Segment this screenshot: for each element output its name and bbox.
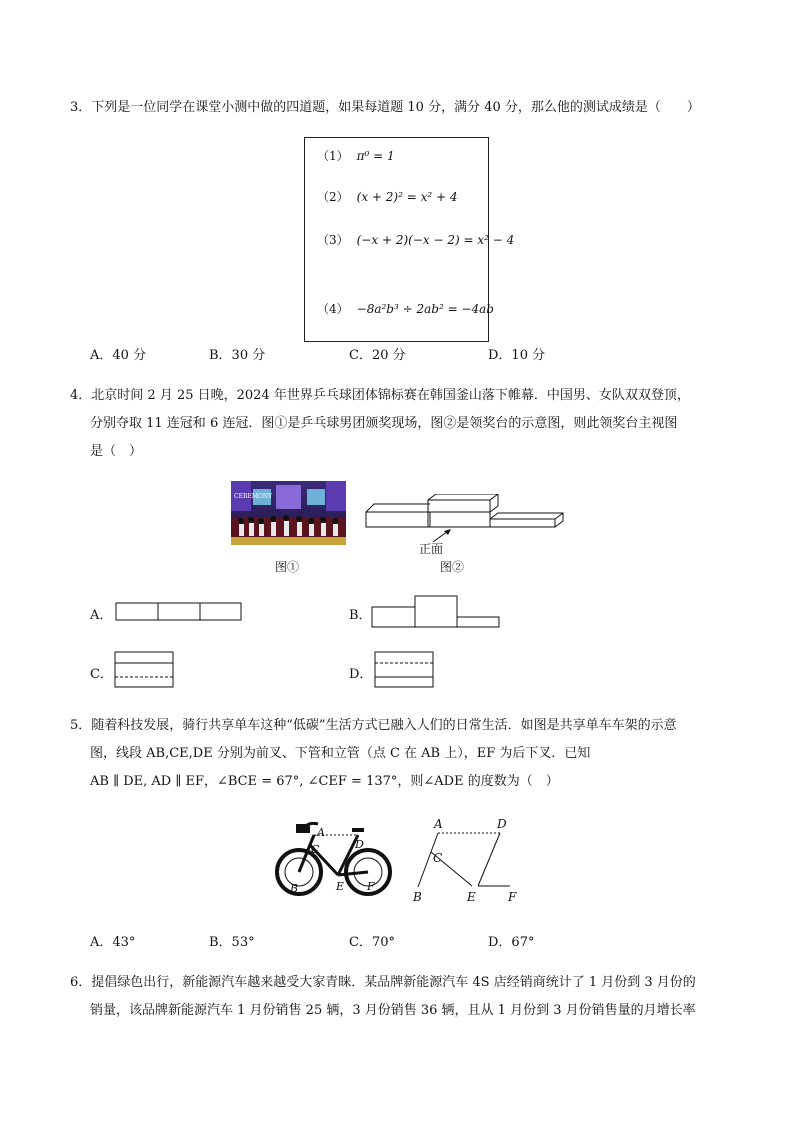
q6-stem-line1: 6．提倡绿色出行，新能源汽车越来越受大家青睐．某品牌新能源汽车 4S 店经销商统计了 1 月份到 3 月份的 — [70, 975, 696, 990]
q3-option-d: D．10 分 — [488, 348, 546, 363]
q5-option-b: B．53° — [209, 935, 255, 950]
q5-option-a: A．43° — [90, 935, 136, 950]
q4-option-c-figure — [114, 651, 176, 689]
bike-label-c: C — [311, 843, 320, 856]
shared-bicycle-picture — [274, 820, 394, 902]
q3-item-3: （3） (−x + 2)(−x − 2) = x² − 4 — [317, 233, 515, 247]
q3-option-c: C．20 分 — [349, 348, 406, 363]
award-ceremony-photo — [231, 481, 346, 545]
q4-stem-line1: 4．北京时间 2 月 25 日晚，2024 年世界乒乓球团体锦标赛在韩国釜山落下帷幕．中国男、女队双双登顶， — [70, 388, 690, 403]
q4-stem-line3: 是（ ） — [90, 444, 143, 459]
podium-diagram — [360, 494, 570, 564]
q3-item-1: （1） π⁰ = 1 — [317, 149, 395, 163]
q4-option-b-figure — [370, 594, 502, 630]
photo-banner-text: CEREMONY — [234, 493, 273, 500]
q3-item-2: （2） (x + 2)² = x² + 4 — [317, 190, 458, 204]
front-label: 正面 — [419, 542, 444, 556]
q4-option-a-figure — [115, 602, 243, 622]
bike-label-e: E — [336, 880, 345, 893]
q5-option-d: D．67° — [488, 935, 535, 950]
fig2-caption: 图② — [440, 560, 465, 574]
q4-option-d: D． — [349, 667, 373, 682]
fig1-caption: 图① — [275, 560, 300, 574]
q3-answer-box — [304, 137, 515, 342]
q5-option-c: C．70° — [349, 935, 395, 950]
q4-option-b: B． — [349, 608, 372, 623]
frame-label-c: C — [433, 851, 443, 865]
q4-option-a: A． — [90, 608, 113, 623]
bike-label-d: D — [355, 838, 364, 851]
q5-stem-line2: 图，线段 AB,CE,DE 分别为前叉、下管和立管（点 C 在 AB 上），EF 为后下叉．已知 — [90, 746, 591, 761]
q3-item-4: （4） −8a²b³ ÷ 2ab² = −4ab — [317, 302, 494, 316]
frame-label-f: F — [508, 890, 517, 904]
q3-option-b: B．30 分 — [209, 348, 266, 363]
q4-option-d-figure — [374, 651, 436, 689]
bike-label-a: A — [317, 826, 325, 839]
q6-stem-line2: 销量，该品牌新能源汽车 1 月份销售 25 辆，3 月份销售 36 辆，且从 1 月份到 3 月份销售量的月增长率 — [90, 1003, 696, 1018]
frame-label-e: E — [467, 890, 476, 904]
q3-option-a: A．40 分 — [90, 348, 147, 363]
frame-label-a: A — [434, 817, 443, 831]
bike-label-b: B — [290, 882, 299, 895]
q3-stem: 3．下列是一位同学在课堂小测中做的四道题，如果每道题 10 分，满分 40 分，那么他的测试成绩是（ ） — [70, 100, 700, 115]
q4-option-c: C． — [90, 667, 113, 682]
q5-stem-line3: AB ∥ DE, AD ∥ EF，∠BCE = 67°, ∠CEF = 137°，则∠ADE 的度数为（ ） — [90, 774, 559, 789]
q5-stem-line1: 5．随着科技发展，骑行共享单车这种“低碳”生活方式已融入人们的日常生活．如图是共享单车车架的示意 — [70, 718, 677, 733]
frame-label-d: D — [497, 817, 507, 831]
q4-stem-line2: 分别夺取 11 连冠和 6 连冠．图①是乒乓球男团颁奖现场，图②是领奖台的示意图，则此领奖台主视图 — [90, 416, 678, 431]
bike-label-f: F — [367, 880, 375, 893]
frame-label-b: B — [413, 890, 422, 904]
bike-frame-diagram — [408, 815, 528, 907]
